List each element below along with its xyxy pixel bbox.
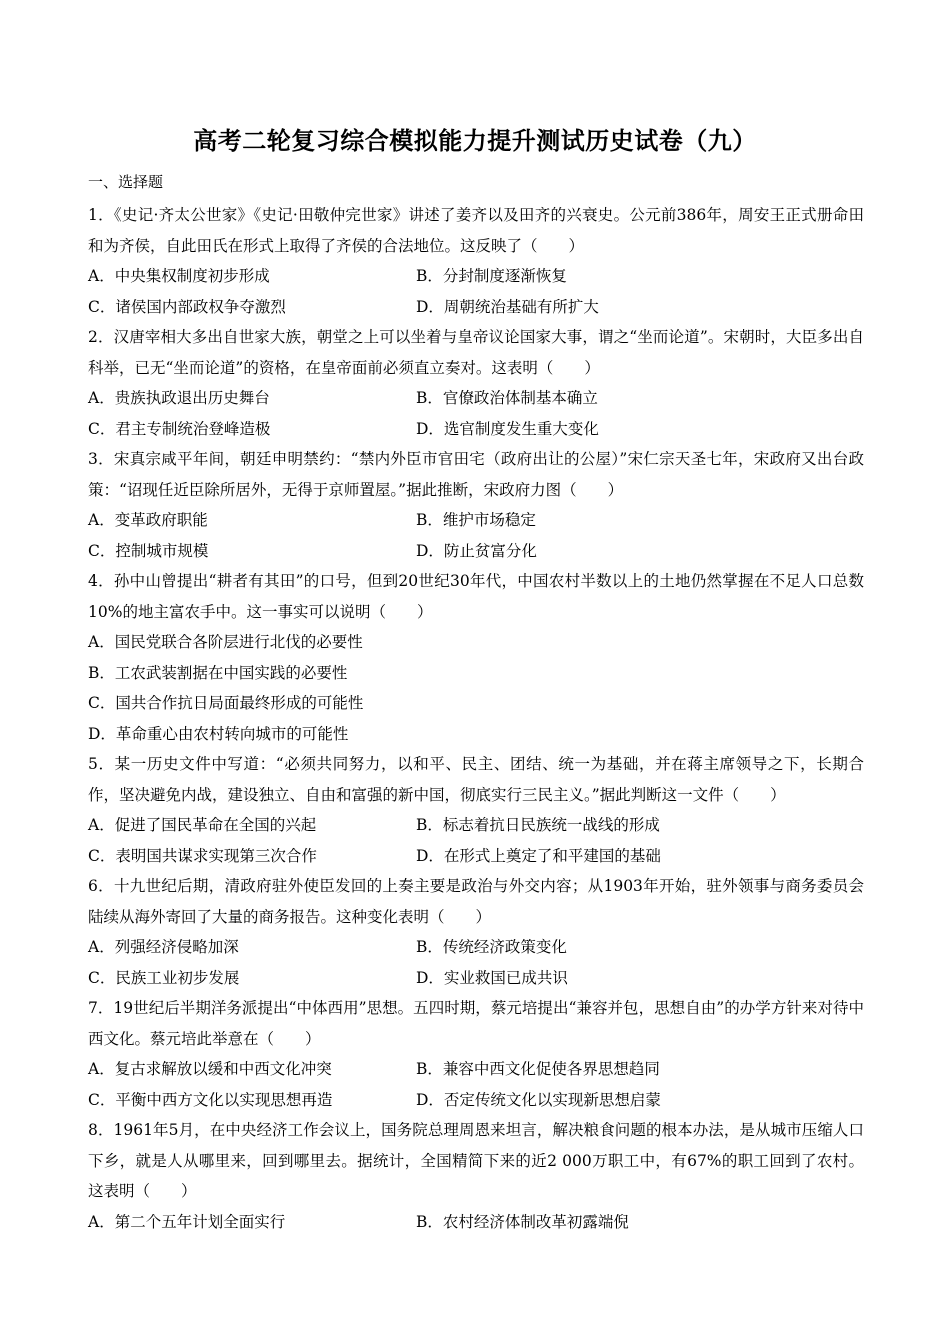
option-grid: [88, 505, 864, 566]
question-8: [88, 1115, 864, 1237]
option-d: D．在形式上奠定了和平建国的基础: [416, 846, 661, 865]
option-c: C．国共合作抗日局面最终形成的可能性: [88, 694, 364, 712]
option-c: C．表明国共谋求实现第三次合作: [88, 846, 317, 865]
question-stem: 6．十九世纪后期，清政府驻外使臣发回的上奏主要是政治与外交内容；从1903年开始，驻外领事与商务委员会陆续从海外寄回了大量的商务报告。这种变化表明（ ）: [88, 877, 864, 926]
option-grid: [88, 1054, 864, 1115]
question-stem: 2．汉唐宰相大多出自世家大族，朝堂之上可以坐着与皇帝议论国家大事，谓之“坐而论道”。宋朝时，大臣多出自科举，已无“坐而论道”的资格，在皇帝面前必须直立奏对。这表明（ ）: [88, 328, 864, 377]
option-a: A．复古求解放以缓和中西文化冲突: [88, 1060, 332, 1078]
option-grid: [88, 932, 864, 993]
question-4: [88, 566, 864, 749]
option-grid: [88, 383, 864, 444]
question-7: [88, 993, 864, 1115]
option-d: D．选官制度发生重大变化: [416, 419, 599, 438]
question-5: [88, 749, 864, 871]
question-6: [88, 871, 864, 993]
question-stem: 4．孙中山曾提出“耕者有其田”的口号，但到20世纪30年代，中国农村半数以上的土地仍然掌握在不足人口总数10%的地主富农手中。这一事实可以说明（ ）: [88, 572, 864, 621]
question-list: [88, 200, 864, 1237]
option-a: A．促进了国民革命在全国的兴起: [88, 816, 317, 834]
option-d: D．实业救国已成共识: [416, 968, 568, 987]
option-a: A．国民党联合各阶层进行北伐的必要性: [88, 633, 363, 651]
option-b: B．兼容中西文化促使各界思想趋同: [416, 1060, 660, 1078]
option-grid: [88, 261, 864, 322]
question-stem: 7．19世纪后半期洋务派提出“中体西用”思想。五四时期，蔡元培提出“兼容并包，思想自由”的办学方针来对待中西文化。蔡元培此举意在（ ）: [88, 999, 864, 1048]
option-c: C．君主专制统治登峰造极: [88, 419, 271, 438]
option-c: C．诸侯国内部政权争夺激烈: [88, 297, 286, 316]
question-1: [88, 200, 864, 322]
option-a: A．列强经济侵略加深: [88, 938, 239, 956]
option-grid: [88, 810, 864, 871]
option-b: B．标志着抗日民族统一战线的形成: [416, 816, 660, 834]
section-heading: 一、选择题: [88, 173, 164, 191]
option-a: A．变革政府职能: [88, 511, 208, 529]
option-c: C．控制城市规模: [88, 541, 209, 560]
option-b: B．工农武装割据在中国实践的必要性: [88, 663, 348, 682]
option-d: D．防止贫富分化: [416, 541, 537, 560]
option-d: D．革命重心由农村转向城市的可能性: [88, 724, 349, 743]
page-title: 高考二轮复习综合模拟能力提升测试历史试卷（九）: [193, 126, 757, 155]
option-c: C．平衡中西方文化以实现思想再造: [88, 1090, 333, 1109]
option-a: A．第二个五年计划全面实行: [88, 1212, 286, 1231]
option-c: C．民族工业初步发展: [88, 968, 240, 987]
option-b: B．维护市场稳定: [416, 511, 536, 529]
question-stem: 3．宋真宗咸平年间，朝廷申明禁约：“禁内外臣市官田宅（政府出让的公屋）”宋仁宗天圣七年，宋政府又出台政策：“诏现任近臣除所居外，无得于京师置屋。”据此推断，宋政府力图（ ）: [88, 450, 864, 499]
option-b: B．农村经济体制改革初露端倪: [416, 1212, 629, 1231]
option-b: B．传统经济政策变化: [416, 938, 567, 956]
question-3: [88, 444, 864, 566]
question-stem: 1．《史记·齐太公世家》《史记·田敬仲完世家》讲述了姜齐以及田齐的兴衰史。公元前386年，周安王正式册命田和为齐侯，自此田氏在形式上取得了齐侯的合法地位。这反映了（ ）: [88, 206, 864, 255]
option-a: A．贵族执政退出历史舞台: [88, 389, 270, 407]
option-b: B．官僚政治体制基本确立: [416, 389, 598, 407]
option-d: D．否定传统文化以实现新思想启蒙: [416, 1090, 661, 1109]
option-a: A．中央集权制度初步形成: [88, 267, 270, 285]
question-2: [88, 322, 864, 444]
option-b: B．分封制度逐渐恢复: [416, 267, 567, 285]
option-grid: [88, 1207, 864, 1238]
option-d: D．周朝统治基础有所扩大: [416, 297, 599, 316]
question-stem: 8．1961年5月，在中央经济工作会议上，国务院总理周恩来坦言，解决粮食问题的根本办法，是从城市压缩人口下乡，就是人从哪里来，回到哪里去。据统计，全国精简下来的近2 000万职工中，有67%的职工回到了农村。这表明（ ）: [88, 1121, 864, 1200]
option-list: [88, 627, 864, 749]
question-stem: 5．某一历史文件中写道：“必须共同努力，以和平、民主、团结、统一为基础，并在蒋主席领导之下，长期合作，坚决避免内战，建设独立、自由和富强的新中国，彻底实行三民主义。”据此判断这一文件（ ）: [88, 755, 864, 804]
